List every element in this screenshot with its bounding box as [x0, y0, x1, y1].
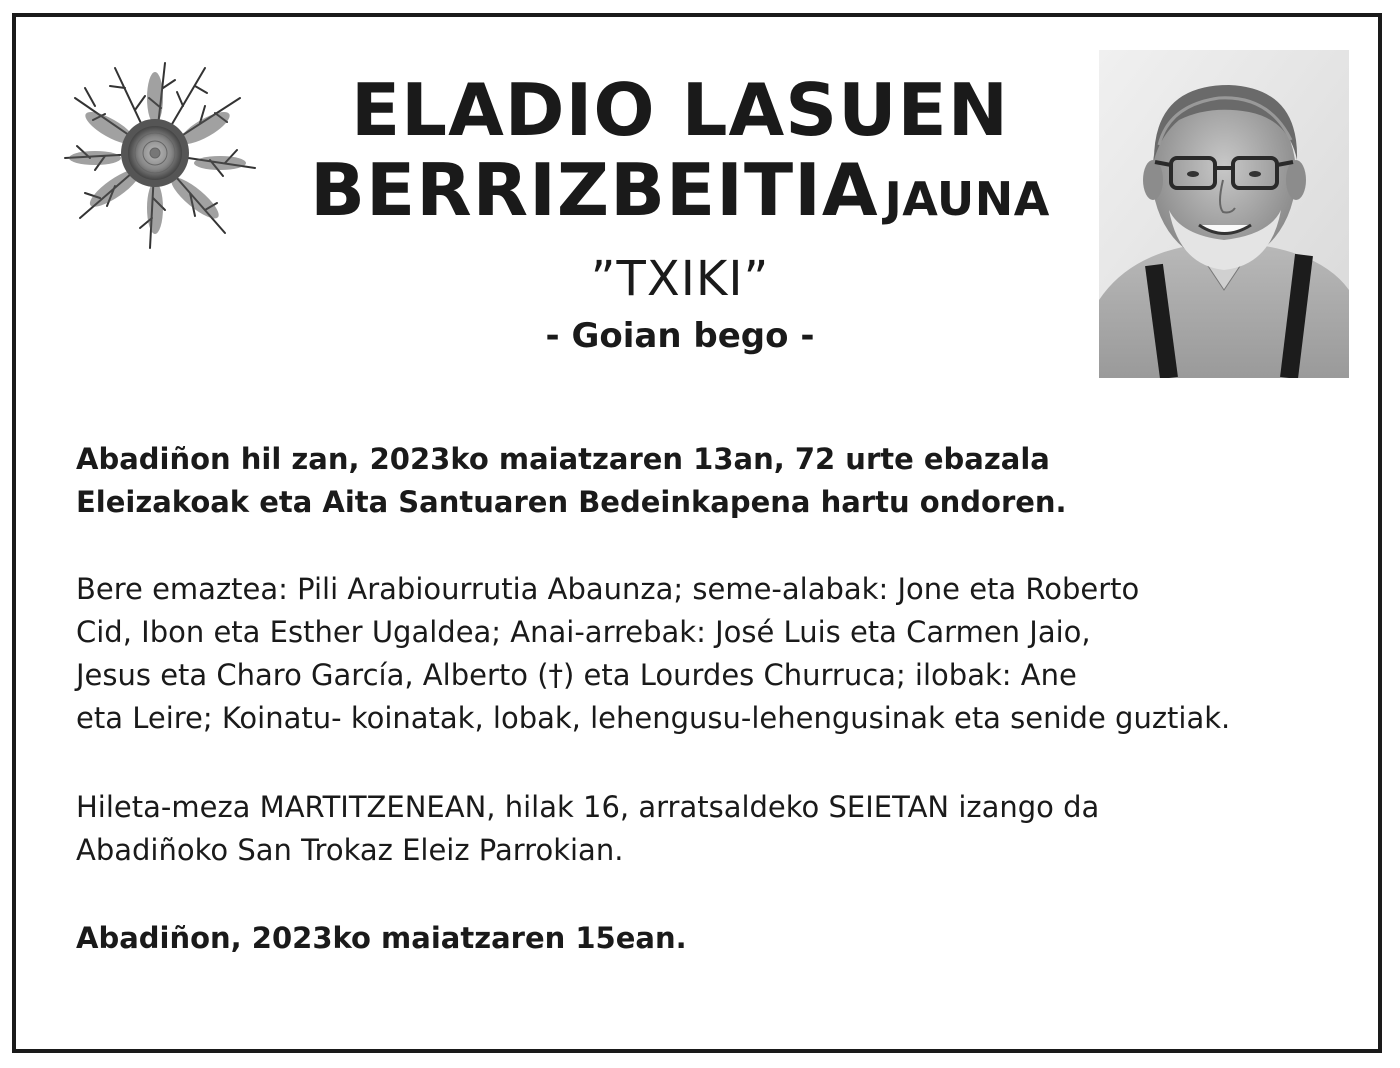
obituary-header	[270, 70, 1090, 359]
honorific: JAUNA	[884, 172, 1050, 226]
intro-line: Eleizakoak eta Aita Santuaren Bedeinkapena hartu ondoren.	[76, 485, 1067, 519]
closing-paragraph	[76, 917, 1336, 960]
deceased-name-line-2	[270, 150, 1090, 239]
family-line: Jesus eta Charo García, Alberto (†) eta Lourdes Churruca; ilobak: Ane	[76, 658, 1077, 692]
family-paragraph	[76, 568, 1336, 740]
deceased-name-line-1: ELADIO LASUEN	[351, 68, 1009, 152]
funeral-paragraph	[76, 786, 1336, 872]
intro-line: Abadiñon hil zan, 2023ko maiatzaren 13an, 72 urte ebazala	[76, 442, 1050, 476]
family-line: eta Leire; Koinatu- koinatak, lobak, lehengusu-lehengusinak eta senide guztiak.	[76, 701, 1231, 735]
deceased-surname: BERRIZBEITIA	[310, 148, 879, 232]
thistle-flower-icon	[55, 58, 260, 253]
family-line: Cid, Ibon eta Esther Ugaldea; Anai-arrebak: José Luis eta Carmen Jaio,	[76, 615, 1091, 649]
intro-paragraph	[76, 438, 1336, 524]
deceased-nickname: ”TXIKI”	[590, 251, 770, 307]
closing-line: Abadiñon, 2023ko maiatzaren 15ean.	[76, 921, 687, 955]
funeral-line: Hileta-meza MARTITZENEAN, hilak 16, arratsaldeko SEIETAN izango da	[76, 790, 1100, 824]
blessing-text: - Goian bego -	[545, 316, 815, 356]
family-line: Bere emaztea: Pili Arabiourrutia Abaunza; seme-alabak: Jone eta Roberto	[76, 572, 1140, 606]
deceased-portrait-photo	[1099, 50, 1349, 378]
funeral-line: Abadiñoko San Trokaz Eleiz Parrokian.	[76, 833, 624, 867]
